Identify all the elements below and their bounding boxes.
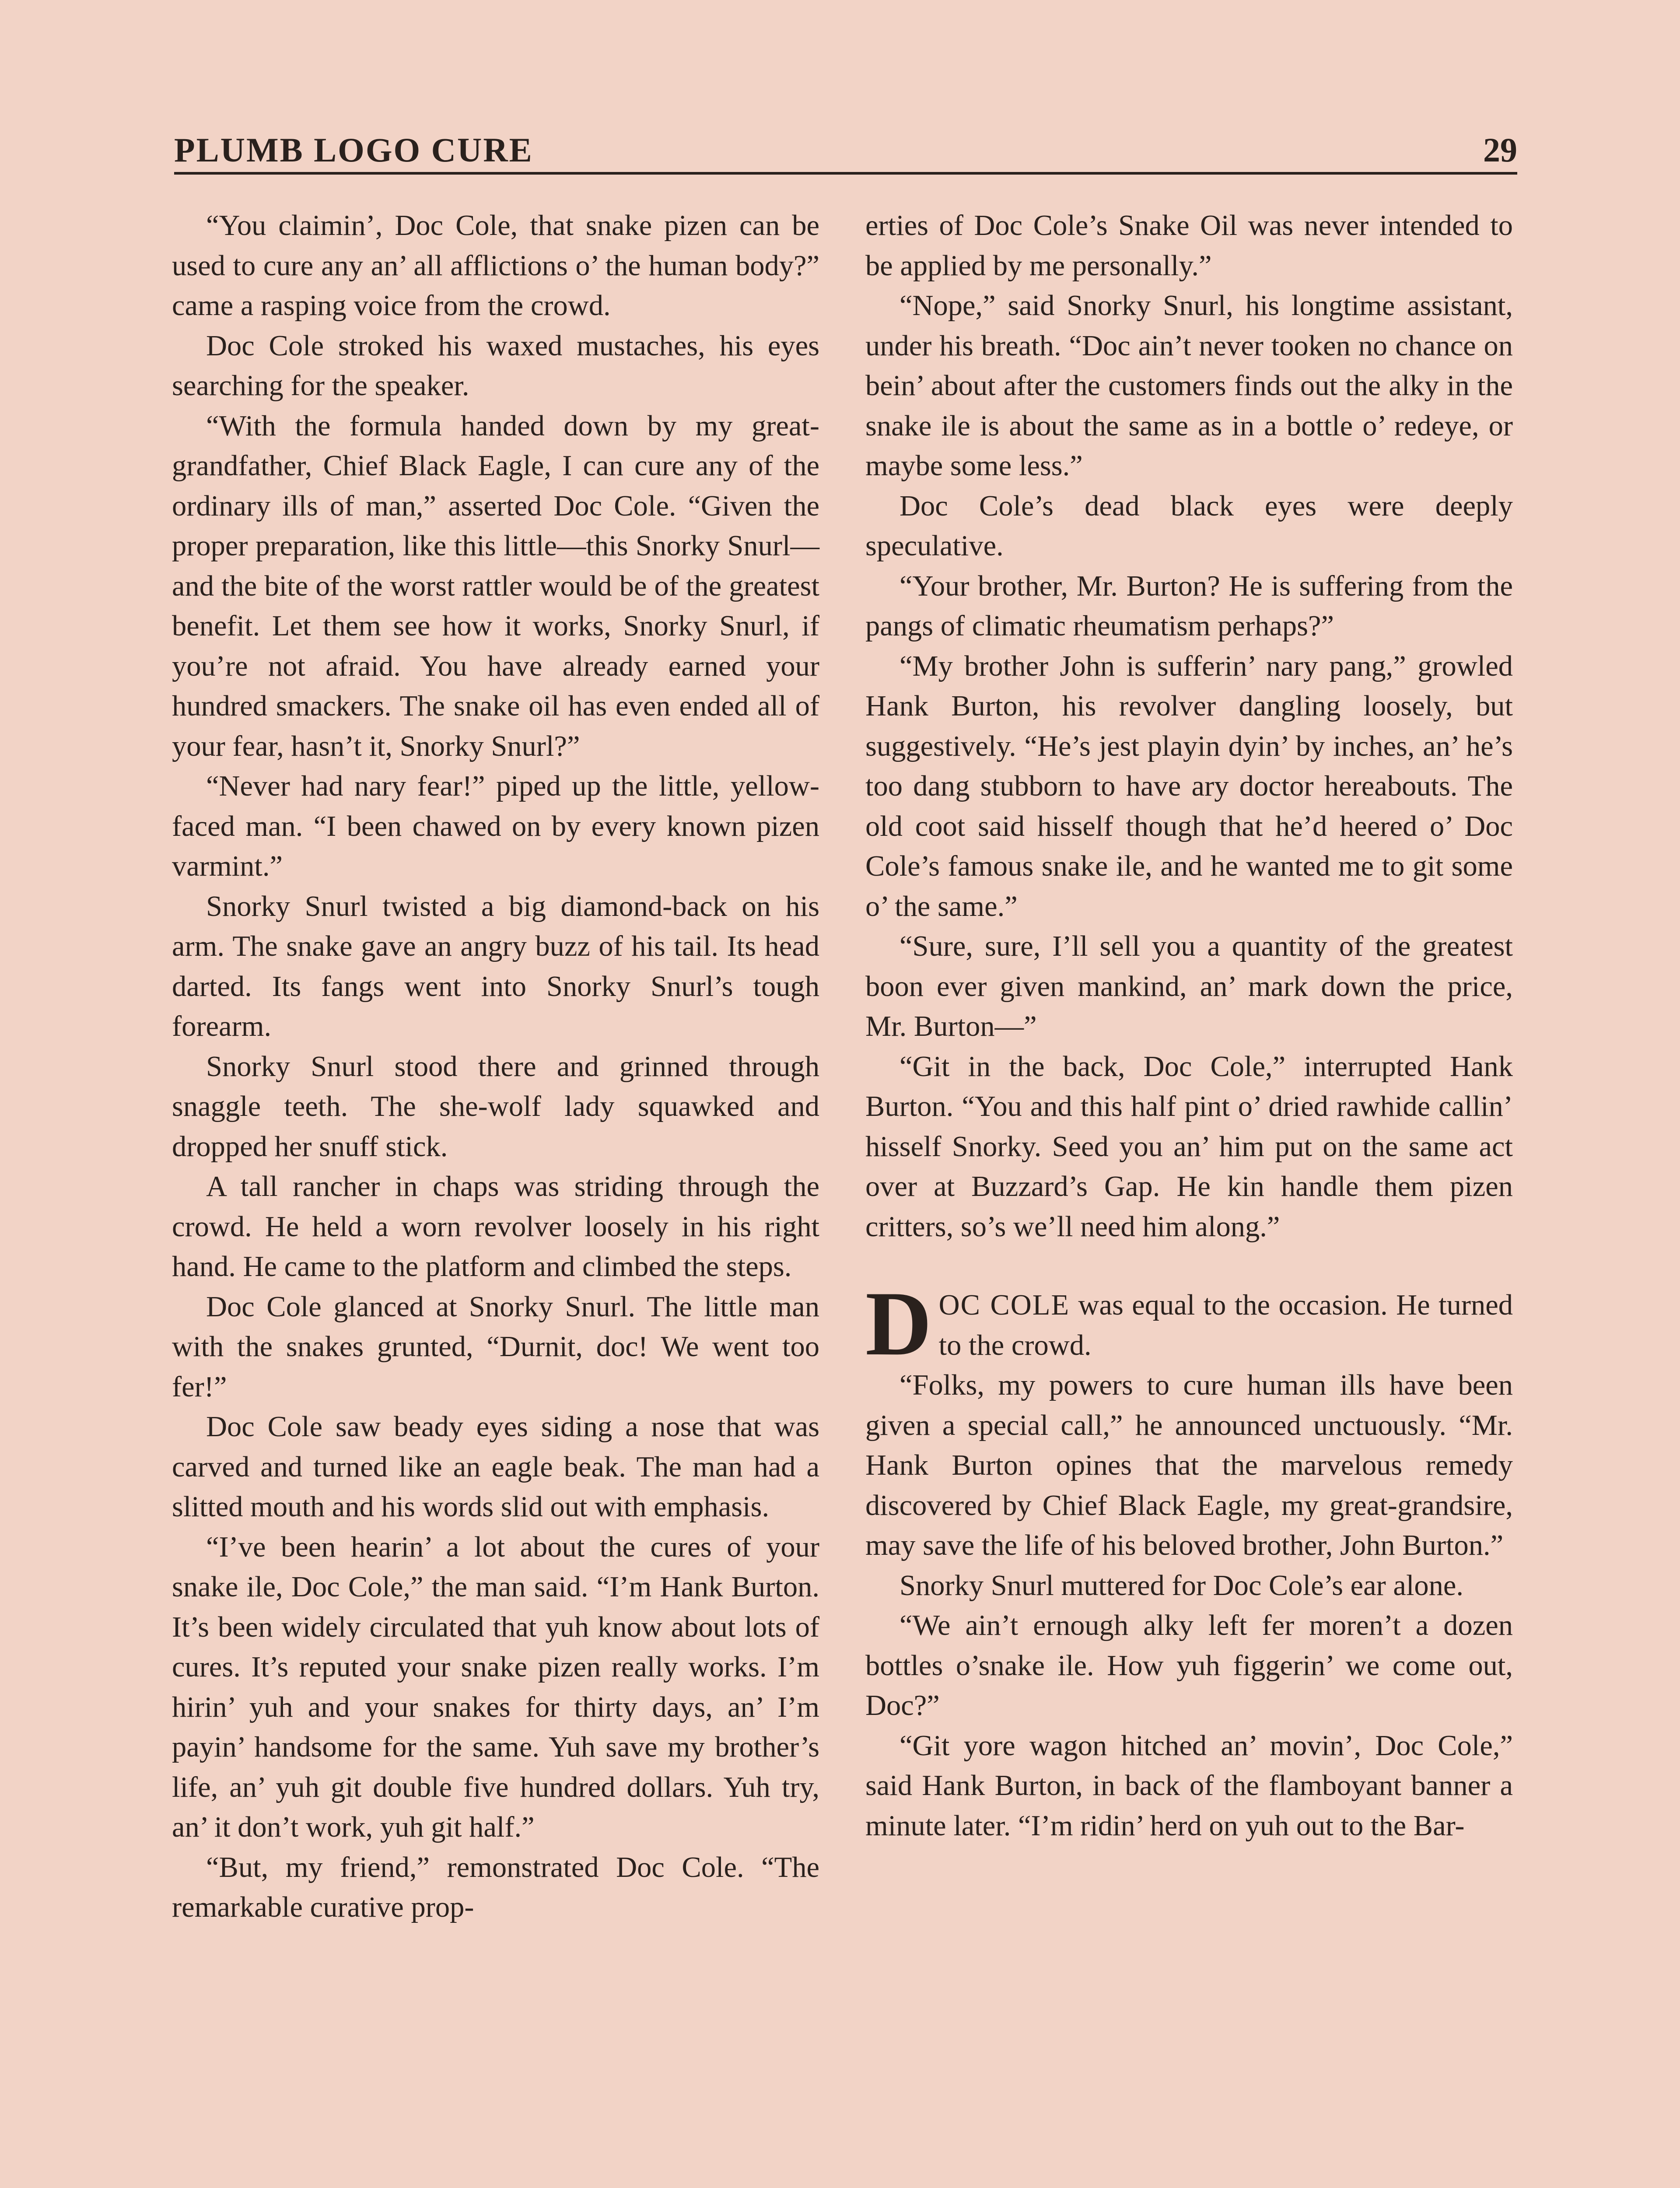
opening-caps: OC COLE	[938, 1289, 1070, 1321]
paragraph: “Git yore wagon hitched an’ movin’, Doc Cole,” said Hank Burton, in back of the flamboyant banner a minute later. “I’m ridin’ herd on yuh out to the Bar-	[865, 1729, 1513, 1842]
paragraph: Snorky Snurl twisted a big diamond-back on his arm. The snake gave an angry buzz of his tail. Its head darted. Its fangs went into Snorky Snurl’s tough forearm.	[172, 890, 819, 1042]
paragraph: “You claimin’, Doc Cole, that snake pizen can be used to cure any an’ all afflictions o’ the human body?” came a rasping voice from the crowd.	[172, 210, 819, 322]
paragraph: “With the formula handed down by my great-grandfather, Chief Black Eagle, I can cure any of the ordinary ills of man,” asserted Doc Cole. “Given the proper preparation, like this little—this Snorky Snurl—and the bite of the worst rattler would be of the greatest benefit. Let them see how it works, Snorky Snurl, if you’re not afraid. You have already earned your hundred smackers. The snake oil has even ended all of your fear, hasn’t it, Snorky Snurl?”	[172, 410, 819, 762]
paragraph: Doc Cole’s dead black eyes were deeply speculative.	[865, 490, 1513, 562]
paragraph: Doc Cole stroked his waxed mustaches, his eyes searching for the speaker.	[172, 330, 819, 402]
paragraph: A tall rancher in chaps was striding through the crowd. He held a worn revolver loosely in his right hand. He came to the platform and climbed the steps.	[172, 1171, 819, 1283]
paragraph: “Your brother, Mr. Burton? He is suffering from the pangs of climatic rheumatism perhaps?”	[865, 570, 1513, 642]
left-column	[172, 206, 819, 1928]
page-number: 29	[1483, 131, 1517, 169]
paragraph: “But, my friend,” remonstrated Doc Cole. “The remarkable curative prop-	[172, 1851, 819, 1923]
paragraph: Doc Cole glanced at Snorky Snurl. The little man with the snakes grunted, “Durnit, doc! We went too fer!”	[172, 1290, 819, 1403]
paragraph: “Nope,” said Snorky Snurl, his longtime assistant, under his breath. “Doc ain’t never tooken no chance on bein’ about after the customers finds out the alky in the snake ile is about the same as in a bottle o’ redeye, or maybe some less.”	[865, 290, 1513, 482]
paragraph: “Git in the back, Doc Cole,” interrupted Hank Burton. “You and this half pint o’ dried rawhide callin’ hisself Snorky. Seed you an’ him put on the same act over at Buzzard’s Gap. He kin handle them pizen critters, so’s we’ll need him along.”	[865, 1050, 1513, 1243]
running-title: PLUMB LOGO CURE	[174, 131, 533, 169]
paragraph: “My brother John is sufferin’ nary pang,” growled Hank Burton, his revolver dangling loosely, but suggestively. “He’s jest playin dyin’ by inches, an’ he’s too dang stubborn to have ary doctor hereabouts. The old coot said hisself though that he’d heered o’ Doc Cole’s famous snake ile, and he wanted me to git some o’ the same.”	[865, 650, 1513, 922]
paragraph: “Never had nary fear!” piped up the little, yellow-faced man. “I been chawed on by every known pizen varmint.”	[172, 770, 819, 882]
paragraph: Snorky Snurl stood there and grinned through snaggle teeth. The she-wolf lady squawked and dropped her snuff stick.	[172, 1050, 819, 1163]
paragraph: Snorky Snurl muttered for Doc Cole’s ear alone.	[900, 1569, 1464, 1602]
paragraph: “We ain’t ernough alky left fer moren’t a dozen bottles o’snake ile. How yuh figgerin’ we come out, Doc?”	[865, 1609, 1513, 1722]
drop-cap: D	[865, 1273, 932, 1375]
paragraph-continued: erties of Doc Cole’s Snake Oil was never intended to be applied by me personally.”	[865, 210, 1513, 282]
opening-text: was equal to the occasion. He turned to the crowd.	[938, 1289, 1513, 1361]
page-header	[174, 126, 1517, 175]
paragraph: “Folks, my powers to cure human ills have been given a special call,” he announced unctuously. “Mr. Hank Burton opines that the marvelous remedy discovered by Chief Black Eagle, my great-grandsire, may save the life of his beloved brother, John Burton.”	[865, 1369, 1513, 1561]
paragraph: Doc Cole saw beady eyes siding a nose that was carved and turned like an eagle beak. The man had a slitted mouth and his words slid out with emphasis.	[172, 1411, 819, 1523]
section-opening-paragraph	[865, 1273, 1513, 1375]
paragraph: “I’ve been hearin’ a lot about the cures of your snake ile, Doc Cole,” the man said. “I’m Hank Burton. It’s been widely circulated that yuh know about lots of cures. It’s reputed your snake pizen really works. I’m hirin’ yuh and your snakes for thirty days, an’ I’m payin’ handsome for the same. Yuh save my brother’s life, an’ yuh git double five hundred dollars. Yuh try, an’ it don’t work, yuh git half.”	[172, 1531, 819, 1843]
right-column	[865, 206, 1513, 1846]
paragraph: “Sure, sure, I’ll sell you a quantity of the greatest boon ever given mankind, an’ mark down the price, Mr. Burton—”	[865, 930, 1513, 1042]
